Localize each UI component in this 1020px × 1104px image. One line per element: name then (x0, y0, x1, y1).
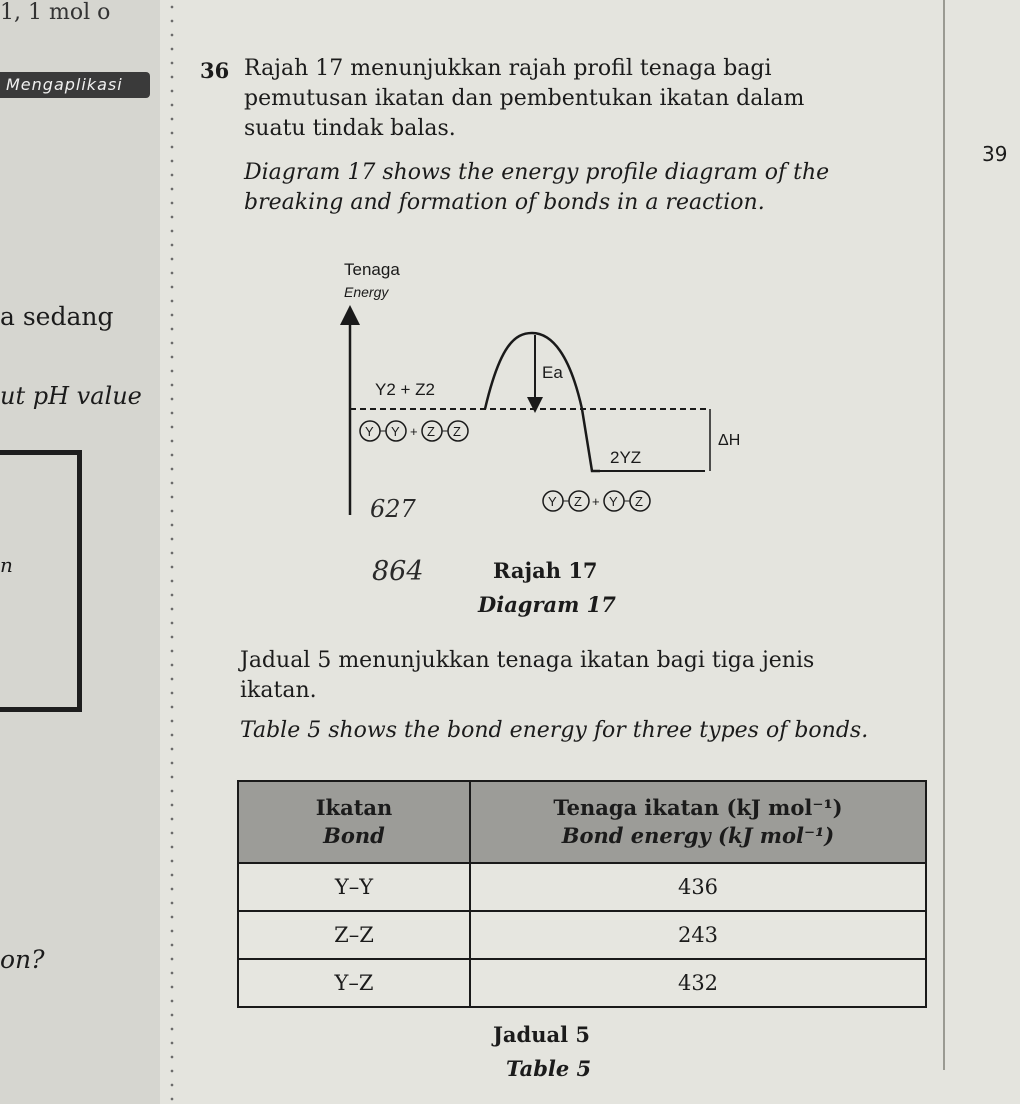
svg-text:Y: Y (609, 494, 618, 509)
margin-line (943, 0, 945, 1070)
handwritten-note-864: 864 (372, 556, 424, 587)
question-malay-line-3: suatu tindak balas. (244, 116, 456, 141)
left-answer-box (0, 450, 82, 712)
handwritten-note-627: 627 (370, 495, 416, 523)
table-header-row (238, 781, 926, 863)
table-intro-malay-line-2: ikatan. (240, 678, 317, 703)
left-fragment-top: 1, 1 mol o (0, 0, 111, 25)
question-marks: 39 (982, 142, 1008, 166)
left-fragment-ph: ut pH value (0, 382, 142, 410)
table-intro-english: Table 5 shows the bond energy for three types of bonds. (240, 718, 869, 743)
table-intro-malay-line-1: Jadual 5 menunjukkan tenaga ikatan bagi tiga jenis (240, 648, 815, 673)
question-english-line-1: Diagram 17 shows the energy profile diagram of the (244, 160, 830, 185)
question-malay-line-2: pemutusan ikatan dan pembentukan ikatan dalam (244, 86, 805, 111)
table-row (238, 863, 926, 911)
energy-curve (485, 333, 600, 471)
svg-text:Z: Z (635, 494, 643, 509)
reactant-atoms (360, 421, 468, 441)
bond-cell: Y–Y (238, 863, 470, 911)
svg-text:Y: Y (365, 424, 374, 439)
svg-text:Z: Z (427, 424, 435, 439)
activation-energy-label: Ea (542, 363, 563, 382)
bond-energy-table (237, 780, 927, 1008)
diagram-caption-english: Diagram 17 (478, 592, 616, 617)
skill-badge: Mengaplikasi (0, 72, 150, 98)
energy-cell: 243 (470, 911, 926, 959)
product-formula: 2YZ (610, 448, 642, 467)
delta-h-label: ΔH (718, 432, 741, 449)
header-bond: Ikatan Bond (238, 781, 470, 863)
table-caption-malay: Jadual 5 (493, 1022, 591, 1047)
axis-label-malay: Tenaga (344, 260, 400, 279)
question-number: 36 (200, 58, 230, 83)
table-row (238, 911, 926, 959)
product-atoms (543, 491, 650, 511)
page-gutter-dots (170, 0, 174, 1104)
reactant-formula: Y2 + Z2 (375, 380, 436, 399)
question-english-line-2: breaking and formation of bonds in a reaction. (244, 190, 765, 215)
bond-cell: Y–Z (238, 959, 470, 1007)
question-malay-line-1: Rajah 17 menunjukkan rajah profil tenaga bagi (244, 56, 772, 81)
table-row (238, 959, 926, 1007)
svg-text:+: + (410, 424, 418, 439)
left-fragment-sedang: a sedang (0, 302, 114, 331)
energy-cell: 436 (470, 863, 926, 911)
diagram-caption-malay: Rajah 17 (493, 558, 598, 583)
svg-text:Z: Z (574, 494, 582, 509)
svg-text:Y: Y (548, 494, 557, 509)
axis-label-english: Energy (344, 284, 389, 300)
left-fragment-on: on? (0, 945, 45, 974)
left-fragment-n: n (0, 553, 13, 577)
bond-cell: Z–Z (238, 911, 470, 959)
header-bond-energy: Tenaga ikatan (kJ mol⁻¹) Bond energy (kJ mol⁻¹) (470, 781, 926, 863)
svg-text:+: + (592, 494, 600, 509)
table-caption-english: Table 5 (506, 1056, 592, 1081)
svg-text:Z: Z (453, 424, 461, 439)
energy-cell: 432 (470, 959, 926, 1007)
energy-profile-diagram (330, 245, 790, 545)
svg-text:Y: Y (391, 424, 400, 439)
